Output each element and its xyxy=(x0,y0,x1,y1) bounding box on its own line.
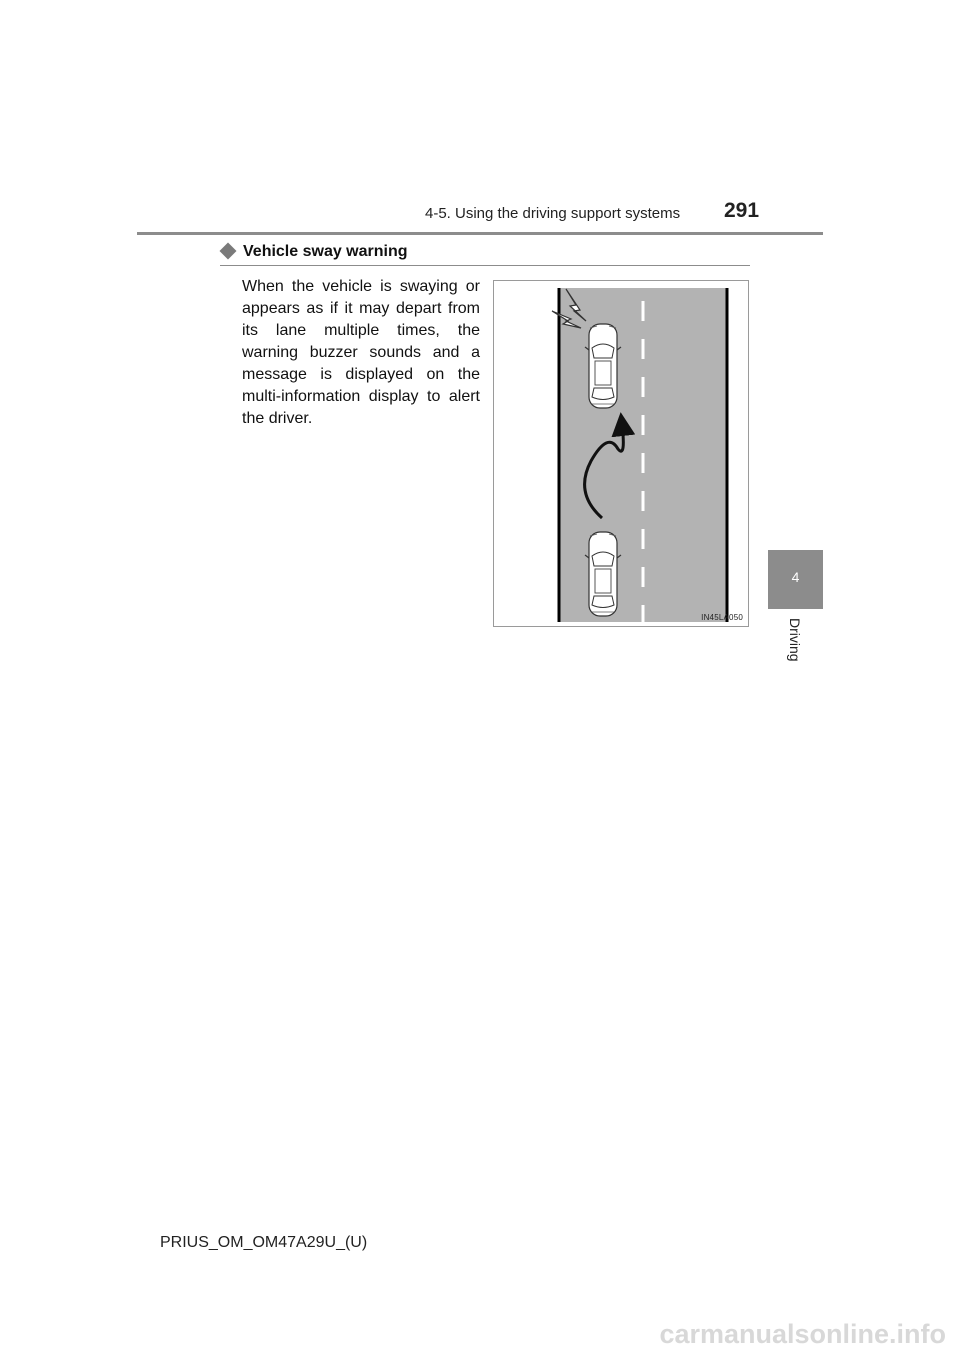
section-heading xyxy=(220,243,750,266)
header-rule xyxy=(137,232,823,235)
section-body: When the vehicle is swaying or appears as if it may depart from its lane multiple times, the warning buzzer sounds and a message is displayed on the multi-information display to alert the driver. xyxy=(242,278,480,427)
chapter-tab[interactable] xyxy=(768,550,823,609)
section-heading-text: Vehicle sway warning xyxy=(243,243,408,260)
chapter-number: 4 xyxy=(791,569,800,585)
car-icon-bottom xyxy=(585,532,621,616)
illustration xyxy=(493,280,749,627)
figure-code: IN45LA050 xyxy=(701,613,743,622)
diamond-icon xyxy=(220,243,237,260)
footer-doc-id: PRIUS_OM_OM47A29U_(U) xyxy=(160,1234,368,1251)
car-icon-top xyxy=(585,324,621,408)
watermark[interactable]: carmanualsonline.info xyxy=(659,1319,946,1349)
page-number: 291 xyxy=(724,199,760,222)
header-section-title: 4-5. Using the driving support systems xyxy=(425,205,681,222)
chapter-label-text: Driving xyxy=(787,618,803,662)
chapter-label xyxy=(768,612,823,672)
